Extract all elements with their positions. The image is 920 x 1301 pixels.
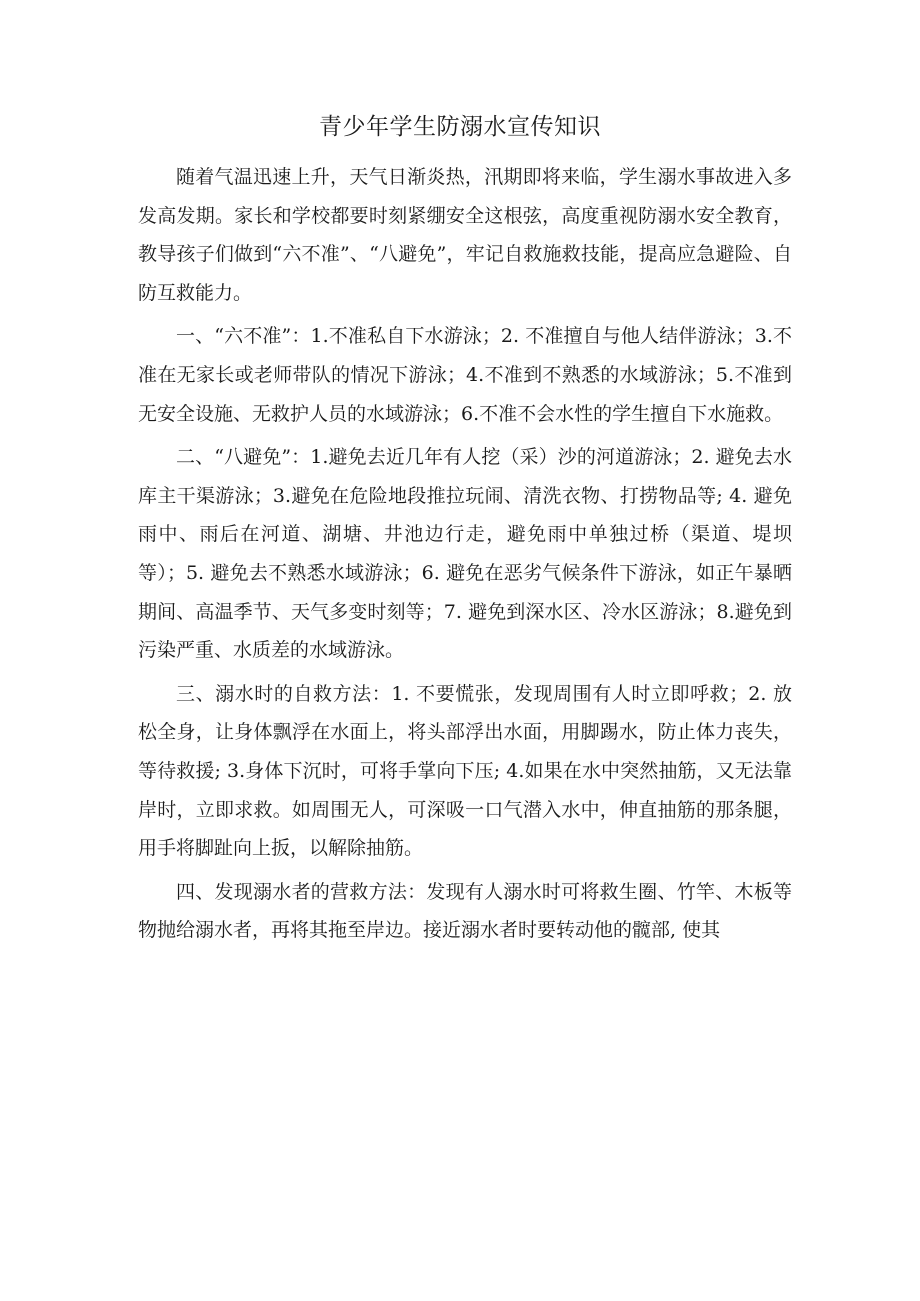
self-rescue-paragraph: 三、溺水时的自救方法：1. 不要慌张，发现周围有人时立即呼救；2. 放松全身，让身体飘浮在水面上，将头部浮出水面，用脚踢水，防止体力丧失，等待救援; 3.身体下沉时，可将手掌向下压; 4.如果在水中突然抽筋，又无法靠岸时，立即求救。如周围无人，可深吸一口气潜入水中，伸直抽筋的那条腿，用手将脚趾向上扳，以解除抽筋。 xyxy=(138,682,792,860)
eight-avoidances-paragraph: 二、“八避免”：1.避免去近几年有人挖（采）沙的河道游泳；2. 避免去水库主干渠游泳；3.避免在危险地段推拉玩闹、清洗衣物、打捞物品等; 4. 避免雨中、雨后在河道、湖塘、井池边行走，避免雨中单独过桥（渠道、堤坝等）；5. 避免去不熟悉水域游泳；6. 避免在恶劣气候条件下游泳，如正午暴晒期间、高温季节、天气多变时刻等；7. 避免到深水区、冷水区游泳；8.避免到污染严重、水质差的水域游泳。 xyxy=(138,446,792,662)
intro-paragraph: 随着气温迅速上升，天气日渐炎热，汛期即将来临，学生溺水事故进入多发高发期。家长和学校都要时刻紧绷安全这根弦，高度重视防溺水安全教育，教导孩子们做到“六不准”、“八避免”，牢记自救施救技能，提高应急避险、自防互救能力。 xyxy=(138,166,792,304)
document-body xyxy=(138,158,792,955)
document-title: 青少年学生防溺水宣传知识 xyxy=(319,114,601,140)
six-prohibitions-paragraph: 一、“六不准”：1.不准私自下水游泳；2. 不准擅自与他人结伴游泳；3.不准在无家长或老师带队的情况下游泳；4.不准到不熟悉的水域游泳；5.不准到无安全设施、无救护人员的水域游泳；6.不准不会水性的学生擅自下水施救。 xyxy=(138,325,792,425)
rescue-others-paragraph: 四、发现溺水者的营救方法：发现有人溺水时可将救生圈、竹竿、木板等物抛给溺水者，再将其拖至岸边。接近溺水者时要转动他的髋部, 使其 xyxy=(138,880,792,942)
